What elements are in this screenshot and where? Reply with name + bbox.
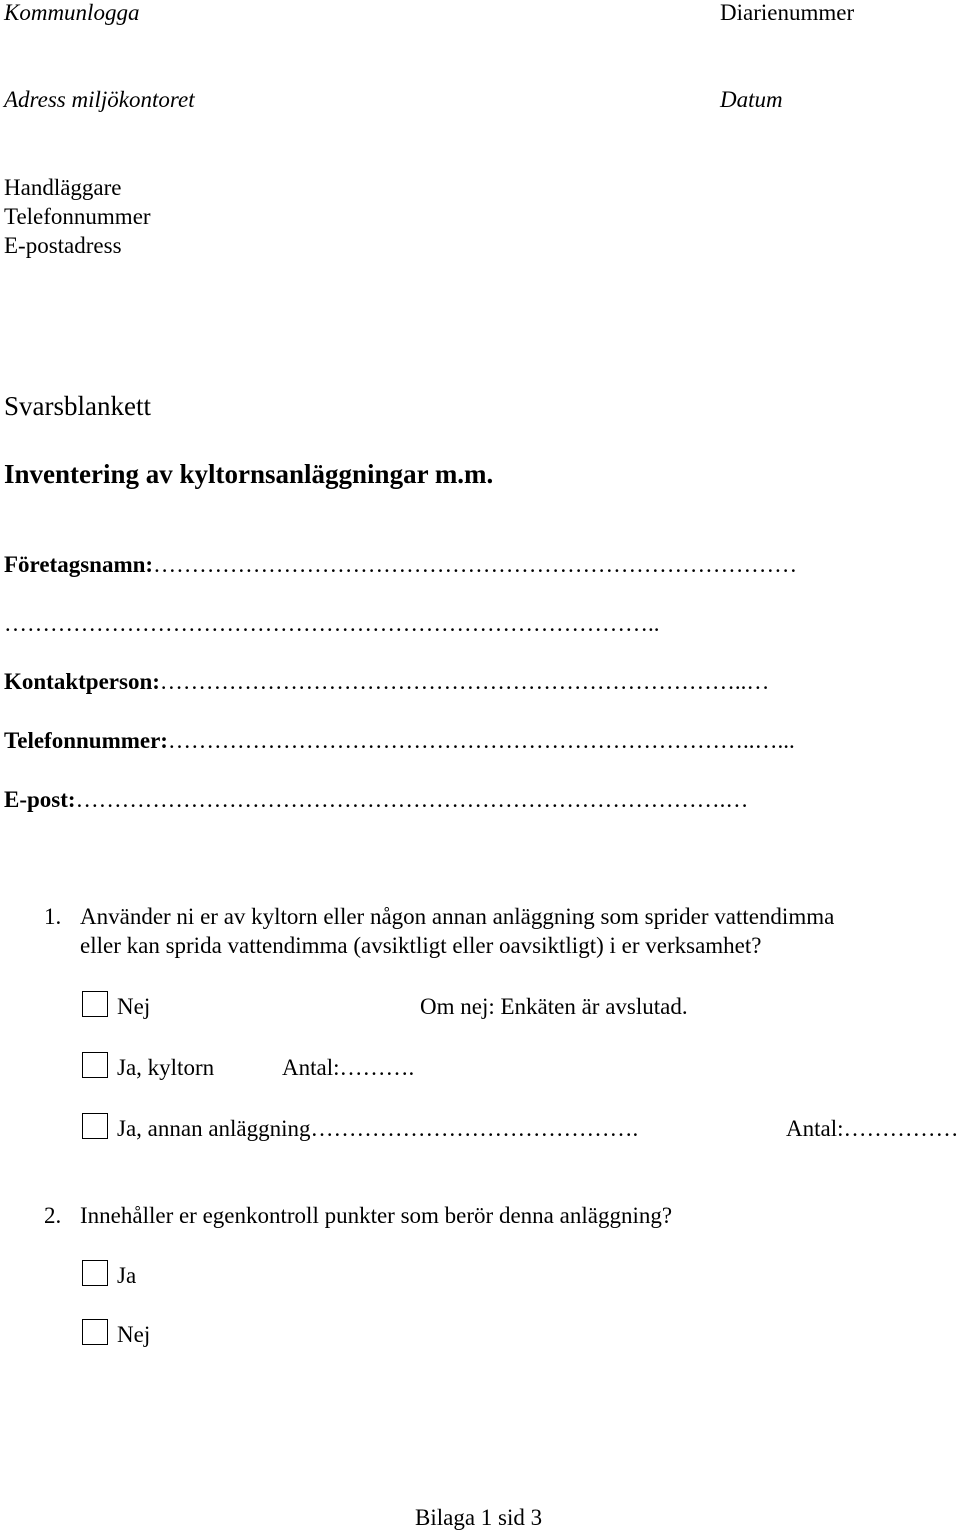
company-name-dots: …………………………………………………………………………	[153, 552, 798, 577]
company-name-field[interactable]	[4, 552, 797, 578]
company-name-dots-line2: …………………………………………………………………………..	[4, 611, 660, 636]
logo-placeholder: Kommunlogga	[4, 0, 140, 25]
question-2-text: Innehåller er egenkontroll punkter som berör denna anläggning?	[80, 1203, 673, 1228]
page-footer: Bilaga 1 sid 3	[415, 1505, 543, 1530]
q1-other-facility-count[interactable]: Antal:……………	[786, 1116, 959, 1141]
company-name-label: Företagsnamn:	[4, 552, 154, 577]
q2-yes-label: Ja	[117, 1263, 137, 1288]
q2-yes-checkbox[interactable]	[82, 1260, 108, 1286]
question-1-number: 1.	[44, 904, 62, 929]
question-2-number: 2.	[44, 1203, 62, 1228]
contact-person-field[interactable]	[4, 669, 769, 695]
email-label: E-post:	[4, 787, 76, 812]
q1-no-checkbox[interactable]	[82, 991, 108, 1017]
question-1-text: Använder ni er av kyltorn eller någon annan anläggning som sprider vattendimma	[80, 904, 835, 929]
q1-cooling-tower-label: Ja, kyltorn	[117, 1055, 215, 1080]
office-address-label: Adress miljökontoret	[4, 87, 195, 112]
phone-dots: …………………………………………………………………..…...	[167, 728, 795, 753]
email-field[interactable]	[4, 787, 748, 813]
contact-person-dots: …………………………………………………………………..…	[159, 669, 770, 694]
q1-no-label: Nej	[117, 994, 151, 1019]
question-1-text-line2: eller kan sprida vattendimma (avsiktligt eller oavsiktligt) i er verksamhet?	[80, 933, 762, 958]
q1-other-facility-checkbox[interactable]	[82, 1113, 108, 1139]
registration-number-label: Diarienummer	[720, 0, 855, 25]
q2-no-checkbox[interactable]	[82, 1319, 108, 1345]
form-heading: Svarsblankett	[4, 391, 151, 421]
company-name-field-line2[interactable]	[4, 611, 660, 637]
form-title: Inventering av kyltornsanläggningar m.m.	[4, 459, 494, 489]
q1-no-note: Om nej: Enkäten är avslutad.	[420, 994, 688, 1019]
date-label: Datum	[720, 87, 783, 112]
q1-cooling-tower-count[interactable]: Antal:……….	[282, 1055, 415, 1080]
email-address-label: E-postadress	[4, 233, 122, 258]
phone-number-label: Telefonnummer	[4, 204, 151, 229]
q1-cooling-tower-checkbox[interactable]	[82, 1052, 108, 1078]
q1-other-facility-label[interactable]: Ja, annan anläggning…………………………………….	[117, 1116, 639, 1141]
email-dots: ………………………………………………………………………….…	[75, 787, 749, 812]
phone-label: Telefonnummer:	[4, 728, 168, 753]
contact-person-label: Kontaktperson:	[4, 669, 160, 694]
q2-no-label: Nej	[117, 1322, 151, 1347]
handler-label: Handläggare	[4, 175, 122, 200]
phone-field[interactable]	[4, 728, 795, 754]
